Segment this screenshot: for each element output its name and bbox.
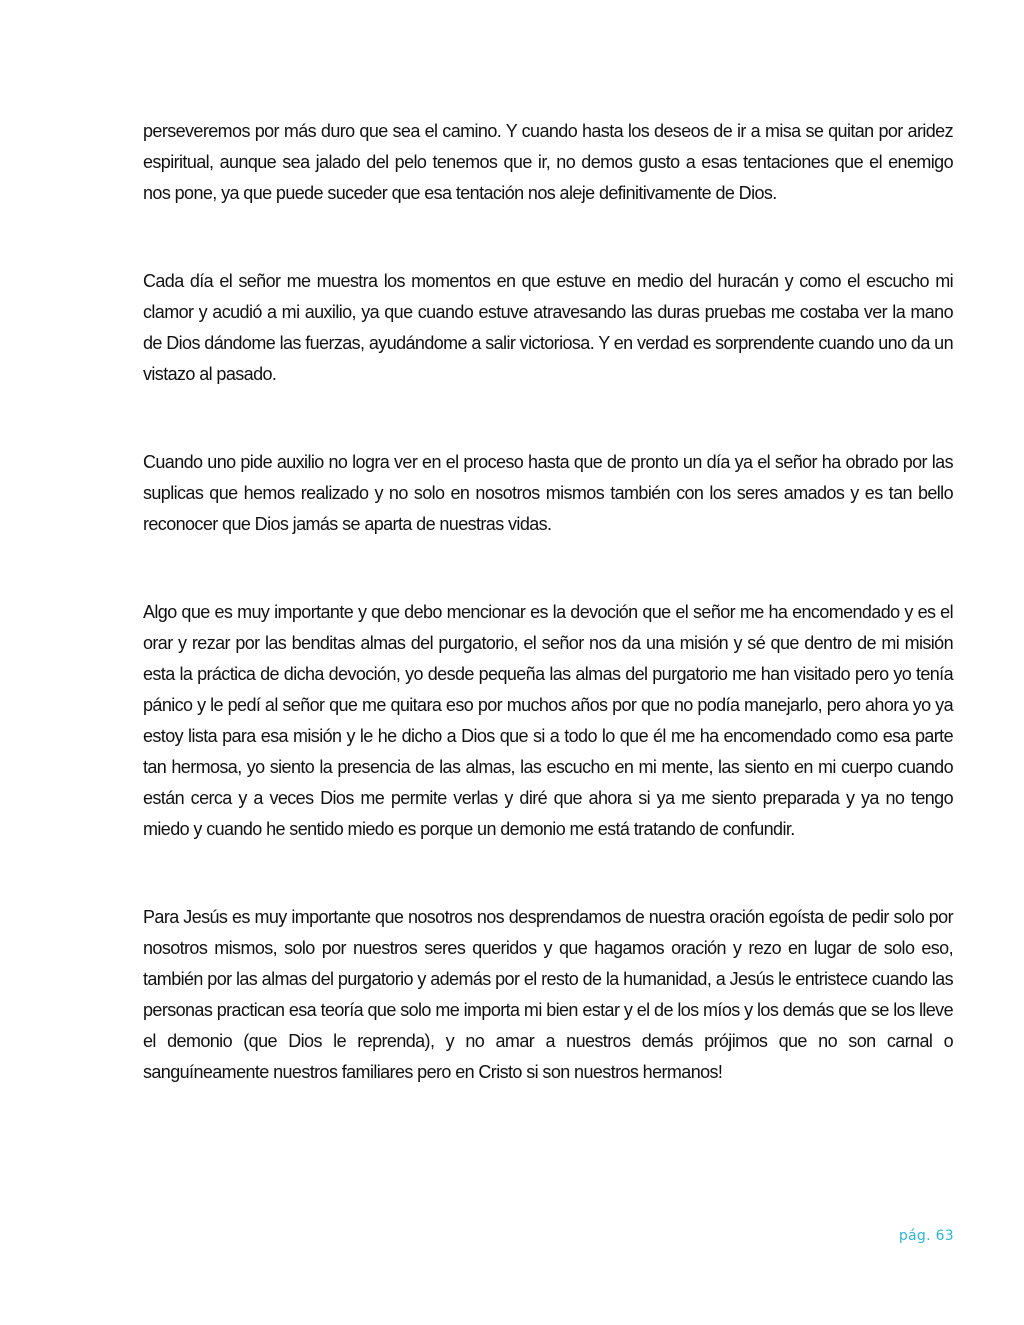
paragraph-3: Cuando uno pide auxilio no logra ver en el proceso hasta que de pronto un día ya el señor ha obrado por las suplicas que hemos realizado y no solo en nosotros mismos también con los seres amados y es tan bello reconocer que Dios jamás se aparta de nuestras vidas. <box>143 452 953 534</box>
paragraph-2: Cada día el señor me muestra los momentos en que estuve en medio del huracán y como el escucho mi clamor y acudió a mi auxilio, ya que cuando estuve atravesando las duras pruebas me costaba ver la mano de Dios dándome las fuerzas, ayudándome a salir victoriosa. Y en verdad es sorprendente cuando uno da un vistazo al pasado. <box>143 271 953 384</box>
body-text <box>143 116 953 1088</box>
paragraph-1: perseveremos por más duro que sea el camino. Y cuando hasta los deseos de ir a misa se quitan por aridez espiritual, aunque sea jalado del pelo tenemos que ir, no demos gusto a esas tentaciones que el enemigo nos pone, ya que puede suceder que esa tentación nos aleje definitivamente de Dios. <box>143 121 953 203</box>
paragraph-4: Algo que es muy importante y que debo mencionar es la devoción que el señor me ha encomendado y es el orar y rezar por las benditas almas del purgatorio, el señor nos da una misión y sé que dentro de mi misión esta la práctica de dicha devoción, yo desde pequeña las almas del purgatorio me han visitado pero yo tenía pánico y le pedí al señor que me quitara eso por muchos años por que no podía manejarlo, pero ahora yo ya estoy lista para esa misión y le he dicho a Dios que si a todo lo que él me ha encomendado como esa parte tan hermosa, yo siento la presencia de las almas, las escucho en mi mente, las siento en mi cuerpo cuando están cerca y a veces Dios me permite verlas y diré que ahora si ya me siento preparada y ya no tengo miedo y cuando he sentido miedo es porque un demonio me está tratando de confundir. <box>143 602 953 839</box>
page-number: pág. 63 <box>898 1228 954 1244</box>
paragraph-5: Para Jesús es muy importante que nosotros nos desprendamos de nuestra oración egoísta de pedir solo por nosotros mismos, solo por nuestros seres queridos y que hagamos oración y rezo en lugar de solo eso, también por las almas del purgatorio y además por el resto de la humanidad, a Jesús le entristece cuando las personas practican esa teoría que solo me importa mi bien estar y el de los míos y los demás que se los lleve el demonio (que Dios le reprenda), y no amar a nuestros demás prójimos que no son carnal o sanguíneamente nuestros familiares pero en Cristo si son nuestros hermanos! <box>143 907 953 1082</box>
